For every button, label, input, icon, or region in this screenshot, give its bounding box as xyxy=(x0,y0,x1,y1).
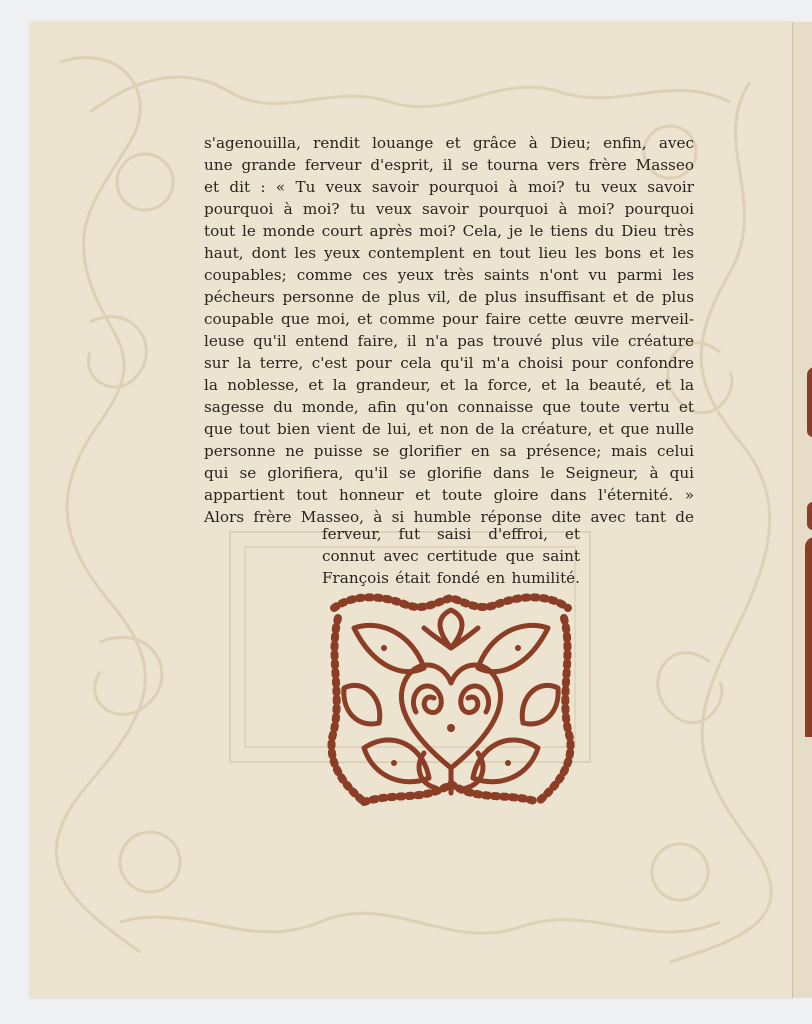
text-line: François était fondé en humilité. xyxy=(322,569,580,587)
next-page-ornament-fragment xyxy=(807,367,812,437)
text-line: la noblesse, et la grandeur, et la force, et la beauté, et la xyxy=(204,376,694,394)
floral-vignette-icon xyxy=(324,588,578,812)
text-line: que tout bien vient de lui, et non de la créature, et que nulle xyxy=(204,420,694,438)
text-line: pécheurs personne de plus vil, de plus insuffisant et de plus xyxy=(204,288,694,306)
book-page xyxy=(30,22,792,998)
text-line: leuse qu'il entend faire, il n'a pas trouvé plus vile créature xyxy=(204,332,694,350)
text-line: haut, dont les yeux contemplent en tout lieu les bons et les xyxy=(204,244,694,262)
text-line: appartient tout honneur et toute gloire dans l'éternité. » xyxy=(204,486,694,504)
text-line: Alors frère Masseo, à si humble réponse dite avec tant de xyxy=(204,508,694,526)
text-line: personne ne puisse se glorifier en sa présence; mais celui xyxy=(204,442,694,460)
text-line: sagesse du monde, afin qu'on connaisse que toute vertu et xyxy=(204,398,694,416)
next-page-edge xyxy=(792,22,812,998)
text-line: s'agenouilla, rendit louange et grâce à Dieu; enfin, avec xyxy=(204,134,694,152)
text-line: et dit : « Tu veux savoir pourquoi à moi? tu veux savoir xyxy=(204,178,694,196)
text-line: ferveur, fut saisi d'effroi, et xyxy=(322,525,580,543)
text-line: coupables; comme ces yeux très saints n'ont vu parmi les xyxy=(204,266,694,284)
next-page-ornament-fragment xyxy=(807,502,812,530)
main-paragraph xyxy=(204,132,694,528)
text-line: connut avec certitude que saint xyxy=(322,547,580,565)
text-line: coupable que moi, et comme pour faire cette œuvre merveil- xyxy=(204,310,694,328)
next-page-ornament-fragment xyxy=(805,537,812,737)
tapered-ending xyxy=(322,523,580,589)
text-line: pourquoi à moi? tu veux savoir pourquoi à moi? pourquoi xyxy=(204,200,694,218)
text-line: tout le monde court après moi? Cela, je le tiens du Dieu très xyxy=(204,222,694,240)
text-line: qui se glorifiera, qu'il se glorifie dans le Seigneur, à qui xyxy=(204,464,694,482)
text-line: une grande ferveur d'esprit, il se tourna vers frère Masseo xyxy=(204,156,694,174)
text-line: sur la terre, c'est pour cela qu'il m'a choisi pour confondre xyxy=(204,354,694,372)
